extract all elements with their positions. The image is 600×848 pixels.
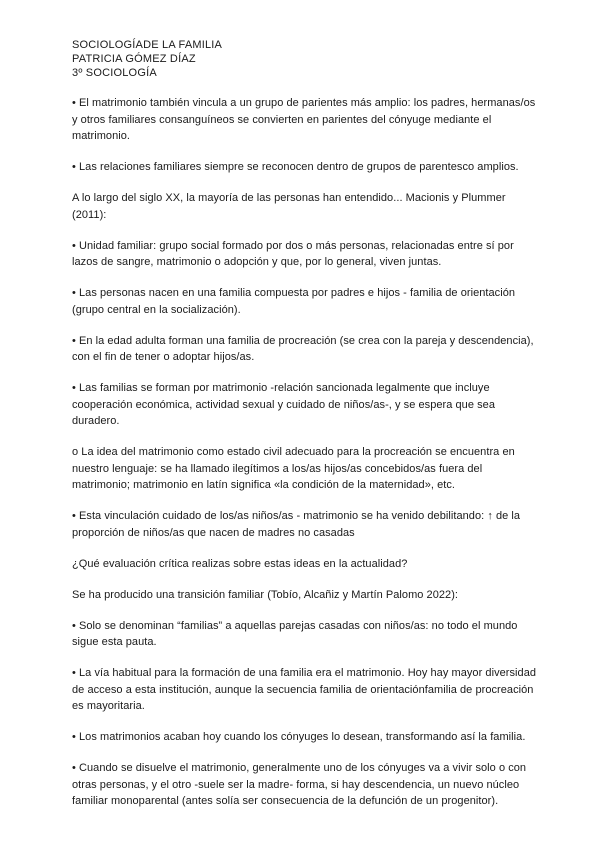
paragraph: o La idea del matrimonio como estado civil adecuado para la procreación se encuentra en nuestro lenguaje: se ha llamado ilegítimos a los/as hijos/as concebidos/as fuera del matrimonio; matrimonio en latín significa «la condición de la maternidad», etc. [72,446,515,491]
paragraph: Se ha producido una transición familiar (Tobío, Alcañiz y Martín Palomo 2022): [72,588,459,601]
question-paragraph: ¿Qué evaluación crítica realizas sobre estas ideas en la actualidad? [72,557,408,570]
document-page [72,38,540,824]
course-title: SOCIOLOGÍADE LA FAMILIA [72,39,223,51]
paragraph: A lo largo del siglo XX, la mayoría de las personas han entendido... Macionis y Plummer (2011): [72,192,506,221]
paragraph: • Las personas nacen en una familia compuesta por padres e hijos - familia de orientación (grupo central en la socialización). [72,287,516,316]
document-header [72,38,540,80]
paragraph: • En la edad adulta forman una familia de procreación (se crea con la pareja y descendencia), con el fin de tener o adoptar hijos/as. [72,334,534,363]
paragraph: • Los matrimonios acaban hoy cuando los cónyuges lo desean, transformando así la familia. [72,731,526,743]
paragraph: • Cuando se disuelve el matrimonio, generalmente uno de los cónyuges va a vivir solo o con otras personas, y el otro -suele ser la madre- forma, si hay descendencia, un nuevo núcleo familiar monoparental (antes solía ser consecuencia de la defunción de un progenitor). [72,762,527,807]
paragraph: • Esta vinculación cuidado de los/as niños/as - matrimonio se ha venido debilitando: ↑ de la proporción de niños/as que nacen de madres no casadas [72,510,521,539]
course-level: 3º SOCIOLOGÍA [72,67,157,79]
paragraph: • Solo se denominan “familias” a aquellas parejas casadas con niños/as: no todo el mundo sigue esta pauta. [72,619,518,648]
paragraph: • Unidad familiar: grupo social formado por dos o más personas, relacionadas entre sí por lazos de sangre, matrimonio o adopción y que, por lo general, viven juntas. [72,239,514,268]
author-name: PATRICIA GÓMEZ DÍAZ [72,53,196,65]
paragraph: • El matrimonio también vincula a un grupo de parientes más amplio: los padres, hermanas/os y otros familiares consanguíneos se convierten en parientes del cónyuge mediante el matrimonio. [72,97,536,142]
paragraph: • Las familias se forman por matrimonio -relación sancionada legalmente que incluye cooperación económica, actividad sexual y cuidado de niños/as-, y se espera que sea duradero. [72,382,496,427]
paragraph: • Las relaciones familiares siempre se reconocen dentro de grupos de parentesco amplios. [72,161,519,173]
paragraph: • La vía habitual para la formación de una familia era el matrimonio. Hoy hay mayor diversidad de acceso a esta institución, aunque la secuencia familia de orientaciónfamilia de procreación es mayoritaria. [72,667,537,712]
